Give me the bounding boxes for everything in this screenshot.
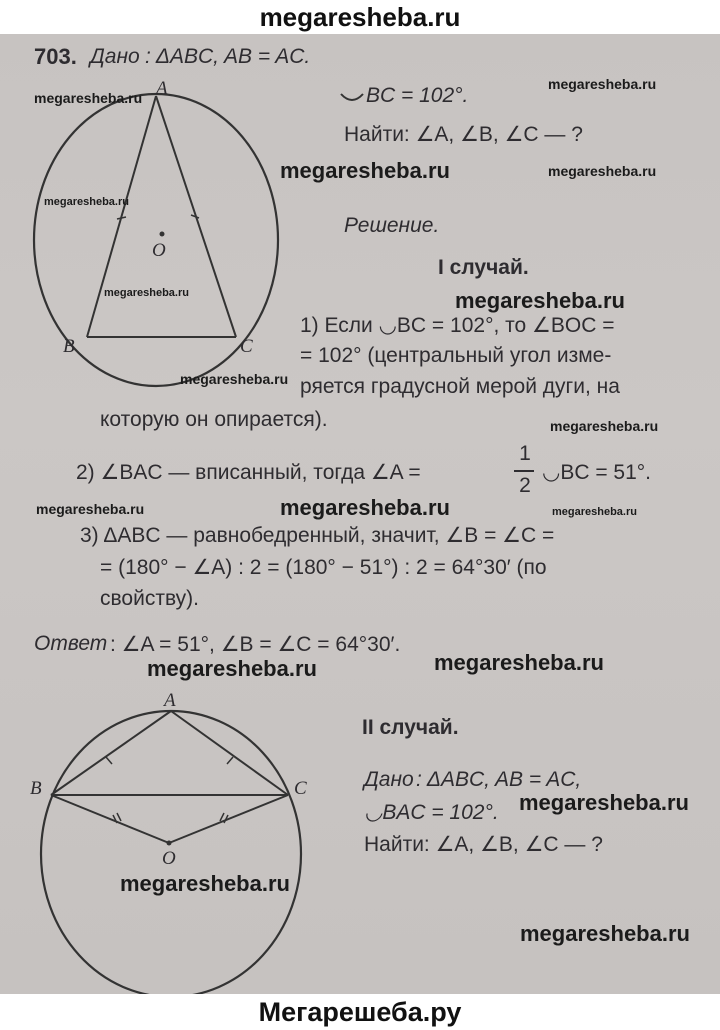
step-1-line-3: ряется градусной мерой дуги, на [300,375,620,398]
given-text: : ΔABC, AB = AC. [145,45,311,68]
watermark: megaresheba.ru [36,501,145,517]
step-2-text: 2) ∠BAC — вписанный, тогда ∠A = [76,461,421,484]
find-text: Найти: ∠A, ∠B, ∠C — ? [344,123,583,146]
watermark: megaresheba.ru [44,196,129,208]
watermark: megaresheba.ru [120,871,290,896]
fraction-bar [514,470,534,472]
watermark: megaresheba.ru [280,158,450,183]
figure-2-label-a: A [164,690,176,711]
case-2-find-text: Найти: ∠A, ∠B, ∠C — ? [364,833,603,856]
solution-label: Решение. [344,214,440,237]
watermark: megaresheba.ru [550,418,659,434]
watermark: megaresheba.ru [180,371,289,387]
watermark: megaresheba.ru [434,650,604,675]
arc-bc-value: BC = 102°. [366,84,469,107]
figure-1-label-a: A [156,78,168,99]
figure-2-label-o: O [162,848,176,869]
fraction-denominator: 2 [519,474,531,497]
step-3-line-1: 3) ΔABC — равнобедренный, значит, ∠B = ∠C = [80,524,555,547]
step-2-result: ◡BC = 51°. [542,461,652,484]
answer-label: Ответ [34,632,108,655]
watermark: megaresheba.ru [548,76,657,92]
figure-1-label-o: O [152,240,166,261]
step-1-line-4: которую он опирается). [100,408,328,431]
site-header: megaresheba.ru [0,0,720,34]
case-2-title: II случай. [362,716,459,739]
watermark: megaresheba.ru [34,90,143,106]
problem-number: 703. [34,44,77,69]
case-1-title: I случай. [438,256,529,279]
step-1-line-1: 1) Если ◡BC = 102°, то ∠BOC = [300,314,615,337]
step-1-line-2: = 102° (центральный угол изме- [300,344,612,367]
case-2-given-text: : ΔABC, AB = AC, [416,768,582,791]
figure-2-label-b: B [30,778,42,799]
site-footer: Мегарешеба.ру [0,994,720,1030]
watermark: megaresheba.ru [520,921,690,946]
answer-text: : ∠A = 51°, ∠B = ∠C = 64°30′. [110,633,401,656]
watermark: megaresheba.ru [548,163,657,179]
figure-1-label-c: C [240,336,253,357]
watermark: megaresheba.ru [455,288,625,313]
figure-1-label-b: B [63,336,75,357]
case-2-given-label: Дано [364,768,414,791]
watermark: megaresheba.ru [280,495,450,520]
step-3-line-3: свойству). [100,587,199,610]
watermark: megaresheba.ru [104,287,189,299]
fraction-numerator: 1 [519,442,531,465]
figure-2-label-c: C [294,778,307,799]
case-2-arc-text: ◡BAC = 102°. [364,801,499,824]
watermark: megaresheba.ru [519,790,689,815]
watermark: megaresheba.ru [552,506,637,518]
watermark: megaresheba.ru [147,656,317,681]
step-3-line-2: = (180° − ∠A) : 2 = (180° − 51°) : 2 = 64°30′ (по [100,556,547,579]
given-label: Дано [90,45,140,68]
